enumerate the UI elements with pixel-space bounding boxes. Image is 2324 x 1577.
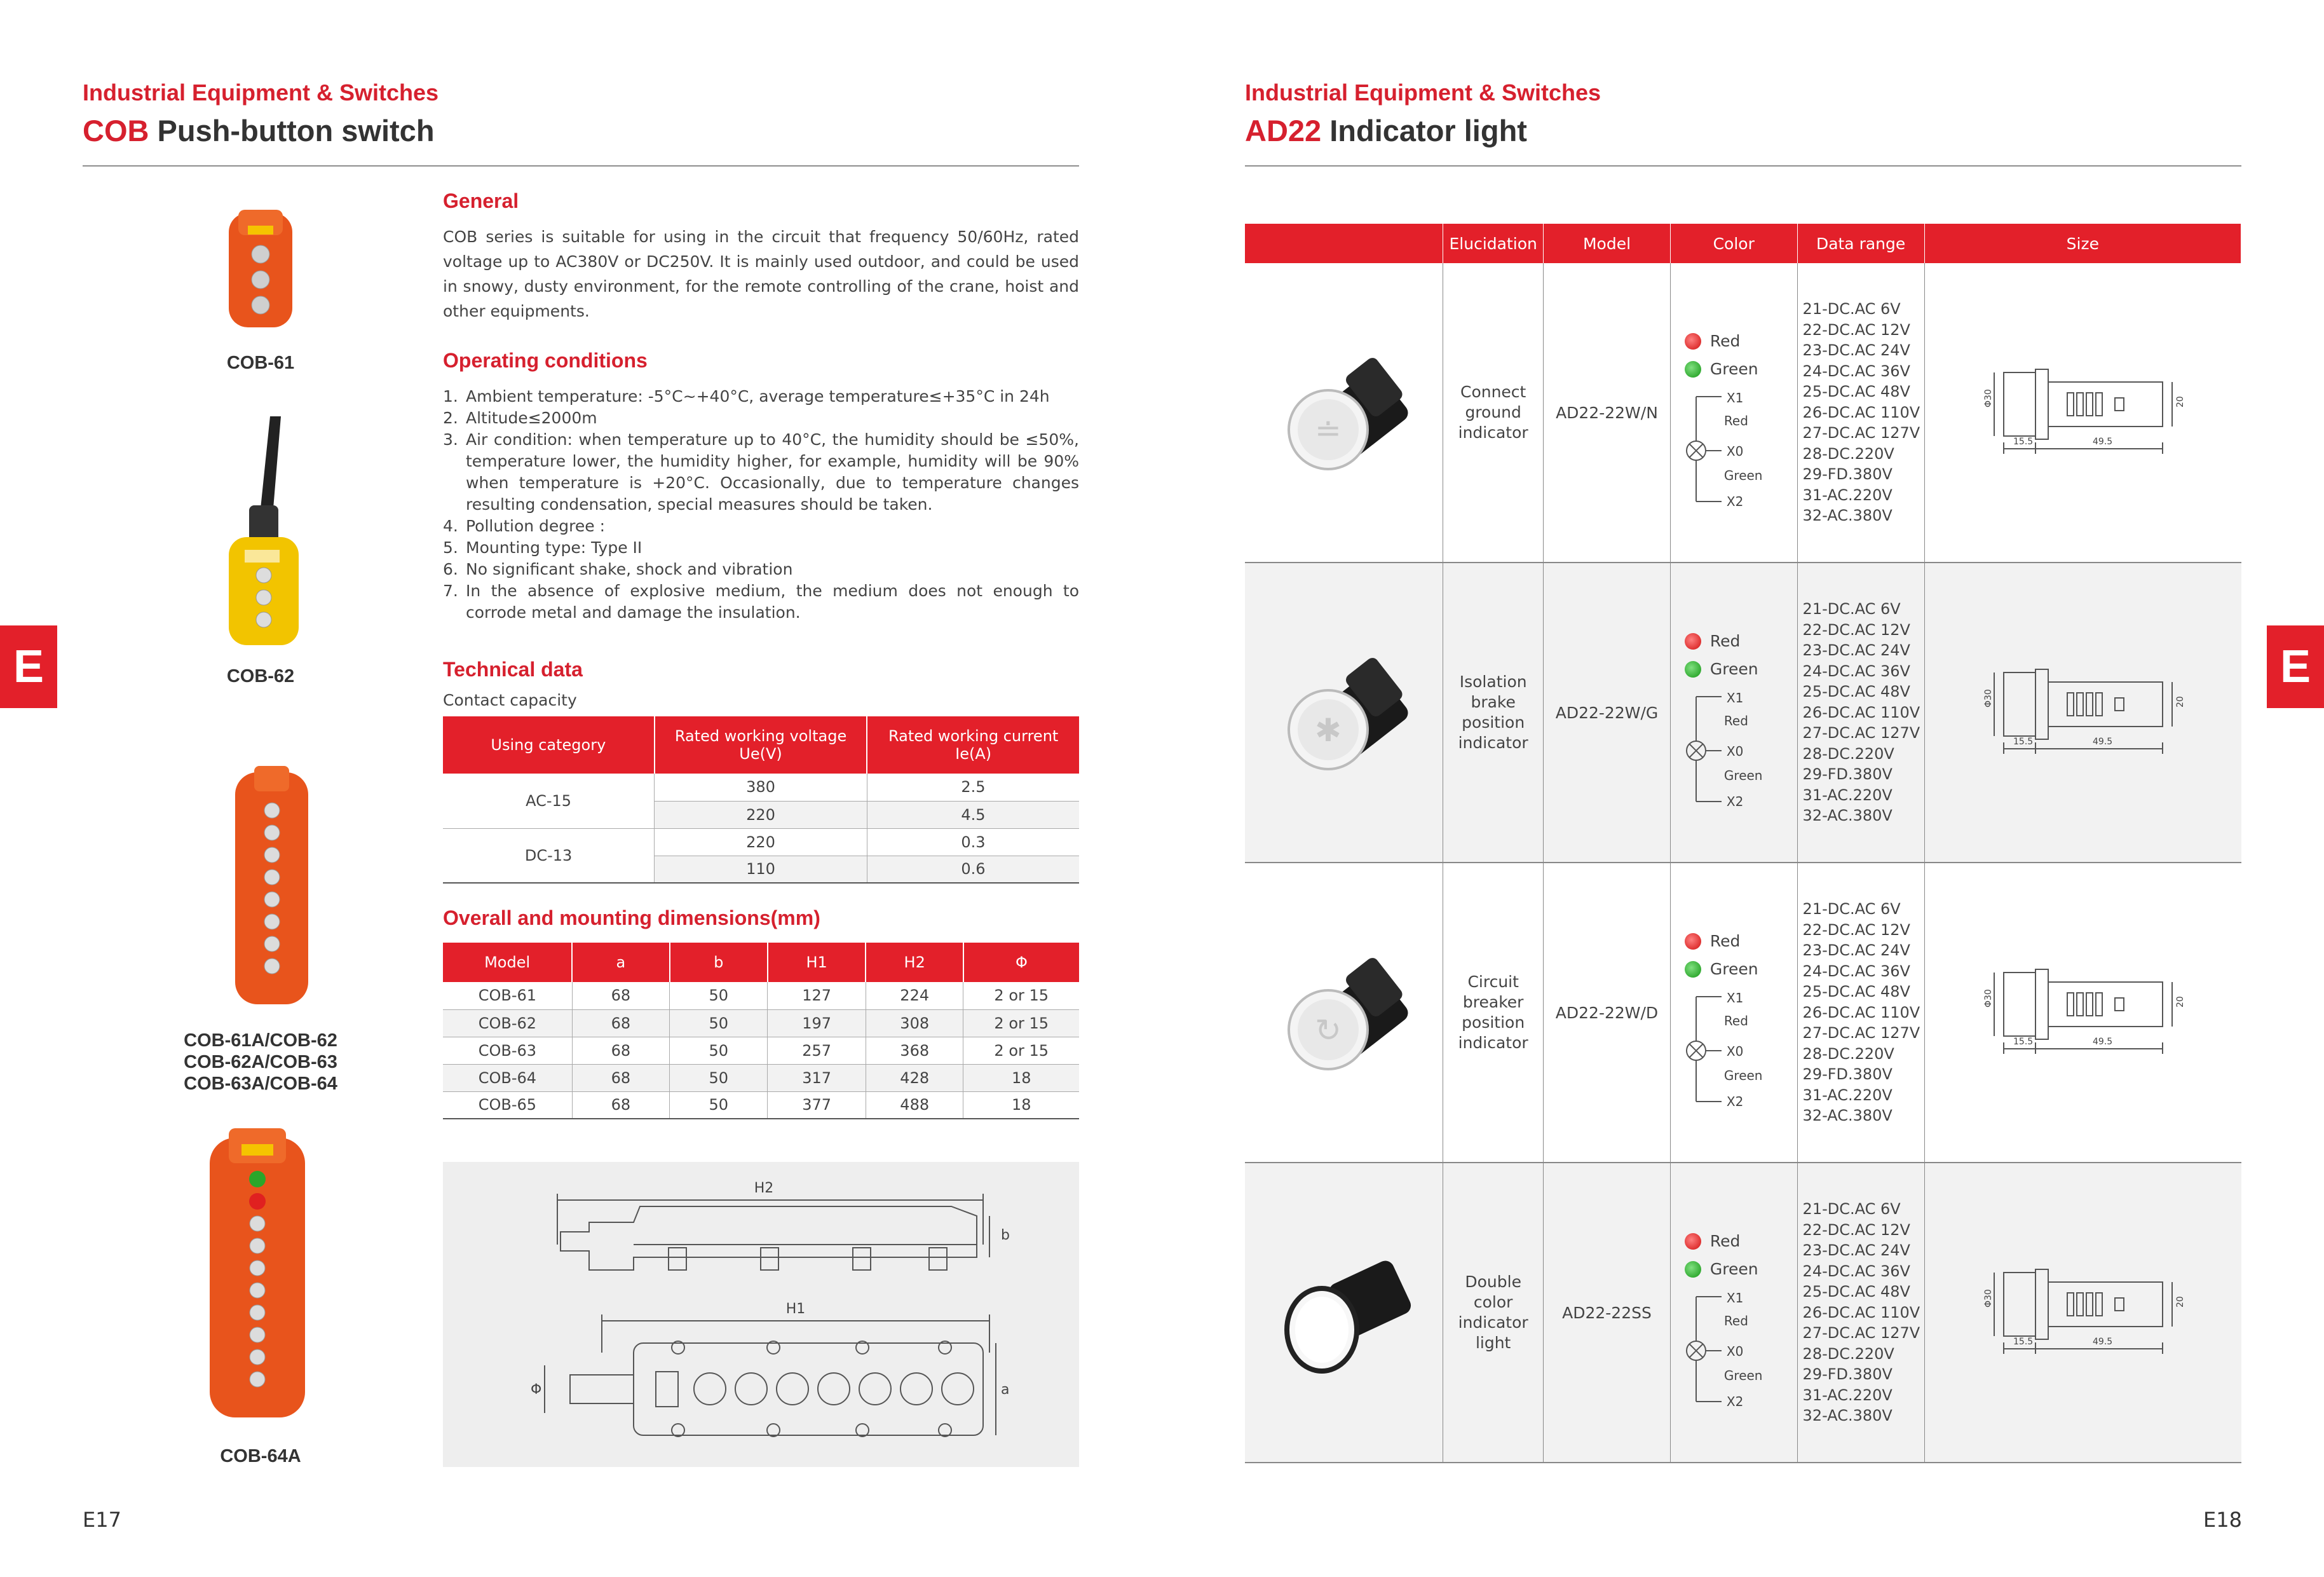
label-h2: H2 (754, 1180, 774, 1196)
section-tab-left: E (0, 625, 57, 708)
svg-text:49.5: 49.5 (2092, 1037, 2112, 1047)
svg-text:49.5: 49.5 (2092, 437, 2112, 447)
table-row (1245, 263, 2241, 563)
page-number-left: E17 (83, 1508, 121, 1532)
data-range-list: 21-DC.AC 6V 22-DC.AC 12V 23-DC.AC 24V 24-DC.AC 36V 25-DC.AC 48V 26-DC.AC 110V 27-DC.AC 127V 28-DC.220V 29-FD.380V 31-AC.220V 32-AC.380V (1802, 300, 1920, 525)
svg-text:Φ30: Φ30 (1983, 1289, 1994, 1307)
right-page-title (1245, 113, 1527, 148)
model-cell: AD22-22W/N (1544, 263, 1671, 563)
product-caption-cob62: COB-62 (226, 666, 295, 686)
right-supertitle: Industrial Equipment & Switches (1245, 79, 1601, 106)
col-header: Model (1544, 224, 1671, 263)
data-range-cell (1797, 263, 1924, 563)
table-row (1245, 1163, 2241, 1463)
caption-line: COB-61A/COB-62 (184, 1030, 337, 1051)
red-dot-icon (1685, 333, 1701, 350)
product-image-cell (1245, 563, 1443, 863)
table-row: COB-65 68 50 377 488 18 (443, 1091, 1079, 1119)
technical-subheading: Contact capacity (443, 691, 577, 709)
table-row: COB-62 68 50 197 308 2 or 15 (443, 1009, 1079, 1037)
general-heading: General (443, 189, 519, 212)
product-caption-cob63 (146, 1030, 375, 1095)
svg-text:✱: ✱ (1314, 712, 1342, 749)
technical-heading: Technical data (443, 658, 583, 681)
dimension-drawing (443, 1162, 1079, 1467)
size-cell (1924, 863, 2241, 1163)
col-header: b (670, 943, 768, 982)
table-row: 110 0.6 (443, 856, 1079, 883)
operating-list (443, 386, 1079, 624)
title-text: Indicator light (1321, 114, 1527, 147)
red-dot-icon (1685, 1233, 1701, 1250)
col-header: Size (1924, 224, 2241, 263)
green-dot-icon (1685, 661, 1701, 678)
elucidation-cell: Circuit breaker position indicator (1443, 863, 1544, 1163)
product-caption-cob64a: COB-64A (220, 1446, 301, 1466)
list-item: 5. Mounting type: Type II (443, 538, 642, 557)
list-item: 6. No significant shake, shock and vibration (443, 560, 793, 578)
svg-text:20: 20 (2175, 1296, 2185, 1307)
col-header: Color (1670, 224, 1797, 263)
indicator-table (1245, 224, 2241, 1463)
title-text: Push-button switch (149, 114, 435, 147)
elucidation-cell: Connect ground indicator (1443, 263, 1544, 563)
title-rule (83, 165, 1079, 167)
title-model: COB (83, 114, 149, 147)
col-header: H2 (866, 943, 963, 982)
general-text: COB series is suitable for using in the circuit that frequency 50/60Hz, rated voltage up to AC380V or DC250V. It is mainly used outdoor, and could be used in snowy, dusty environment, for the remote controlling of the crane, hoist and other equipments. (443, 228, 1079, 320)
svg-text:Φ30: Φ30 (1983, 989, 1994, 1007)
col-header: Data range (1797, 224, 1924, 263)
table-row (1245, 563, 2241, 863)
size-cell (1924, 563, 2241, 863)
list-item: 2. Altitude≤2000m (443, 409, 597, 427)
col-header: Rated working current Ie(A) (867, 716, 1079, 774)
red-dot-icon (1685, 633, 1701, 650)
table-row: AC-15 380 2.5 (443, 774, 1079, 801)
elucidation-cell: Double color indicator light (1443, 1163, 1544, 1463)
label-b: b (1001, 1227, 1010, 1243)
svg-text:20: 20 (2175, 396, 2185, 407)
label-phi: Φ (531, 1382, 542, 1398)
color-cell: Red Green X1 Red X0 Green X2 (1670, 1163, 1797, 1463)
cob-61-image (226, 207, 296, 331)
svg-text:15.5: 15.5 (2013, 737, 2033, 747)
model-cell: AD22-22W/D (1544, 863, 1671, 1163)
table-row: COB-63 68 50 257 368 2 or 15 (443, 1037, 1079, 1064)
caption-line: COB-62A/COB-63 (184, 1052, 337, 1072)
caption-line: COB-63A/COB-64 (184, 1074, 337, 1094)
product-image-cell (1245, 863, 1443, 1163)
col-header: Elucidation (1443, 224, 1544, 263)
title-model: AD22 (1245, 114, 1322, 147)
svg-text:49.5: 49.5 (2092, 1337, 2112, 1347)
product-image-cell (1245, 263, 1443, 563)
table-row: COB-64 68 50 317 428 18 (443, 1064, 1079, 1091)
product-caption-cob61: COB-61 (226, 353, 295, 373)
operating-heading: Operating conditions (443, 349, 648, 372)
dimension-drawing-svg (443, 1162, 1079, 1467)
size-cell (1924, 263, 2241, 563)
svg-text:49.5: 49.5 (2092, 737, 2112, 747)
green-dot-icon (1685, 361, 1701, 378)
dimensions-table (443, 943, 1079, 1119)
green-dot-icon (1685, 961, 1701, 978)
list-item: 7. In the absence of explosive medium, the medium does not enough to corrode metal and damage the insulation. (443, 582, 1079, 622)
cob-63-image (229, 766, 315, 1007)
label-a: a (1001, 1382, 1010, 1398)
green-dot-icon (1685, 1261, 1701, 1278)
model-cell: AD22-22SS (1544, 1163, 1671, 1463)
indicator-light-image (1268, 334, 1420, 487)
cob-64a-image (203, 1128, 318, 1427)
col-header: Using category (443, 716, 655, 774)
col-header: H1 (768, 943, 866, 982)
indicator-light-image (1268, 1234, 1420, 1387)
col-header: a (572, 943, 669, 982)
indicator-light-image (1268, 634, 1420, 787)
data-range-cell (1797, 863, 1924, 1163)
red-dot-icon (1685, 933, 1701, 950)
data-range-list: 21-DC.AC 6V 22-DC.AC 12V 23-DC.AC 24V 24-DC.AC 36V 25-DC.AC 48V 26-DC.AC 110V 27-DC.AC 127V 28-DC.220V 29-FD.380V 31-AC.220V 32-AC.380V (1802, 600, 1920, 825)
color-cell: Red Green X1 Red X0 Green X2 (1670, 563, 1797, 863)
table-row: 220 4.5 (443, 801, 1079, 828)
table-row: COB-61 68 50 127 224 2 or 15 (443, 982, 1079, 1009)
label-h1: H1 (785, 1301, 806, 1317)
size-cell (1924, 1163, 2241, 1463)
svg-text:↻: ↻ (1314, 1012, 1342, 1049)
list-item: 3. Air condition: when temperature up to 40°C, the humidity should be ≤50%, temperature lower, the humidity higher, for example, humidity will be 90% when temperature is +20°C. Occasionally, due to temperature changes resulting condensation, special measures should be taken. (443, 430, 1079, 514)
svg-text:Φ30: Φ30 (1983, 689, 1994, 707)
svg-text:15.5: 15.5 (2013, 1037, 2033, 1047)
contact-capacity-table (443, 716, 1079, 884)
size-drawing-icon (1978, 647, 2188, 774)
title-rule (1245, 165, 2241, 167)
cob-62-image (210, 413, 311, 648)
size-drawing-icon (1978, 947, 2188, 1074)
right-page (1162, 0, 2324, 1577)
table-row (1245, 863, 2241, 1163)
svg-text:15.5: 15.5 (2013, 437, 2033, 447)
size-drawing-icon (1978, 347, 2188, 474)
size-drawing-icon (1978, 1247, 2188, 1374)
list-item: 4. Pollution degree : (443, 517, 606, 535)
section-tab-right: E (2267, 625, 2324, 708)
data-range-cell (1797, 1163, 1924, 1463)
data-range-list: 21-DC.AC 6V 22-DC.AC 12V 23-DC.AC 24V 24-DC.AC 36V 25-DC.AC 48V 26-DC.AC 110V 27-DC.AC 127V 28-DC.220V 29-FD.380V 31-AC.220V 32-AC.380V (1802, 1200, 1920, 1425)
dimensions-heading: Overall and mounting dimensions(mm) (443, 906, 820, 929)
svg-text:15.5: 15.5 (2013, 1337, 2033, 1347)
svg-text:≐: ≐ (1314, 412, 1342, 449)
list-item: 1. Ambient temperature: -5°C~+40°C, average temperature≤+35°C in 24h (443, 387, 1050, 406)
svg-text:20: 20 (2175, 996, 2185, 1007)
elucidation-cell: Isolation brake position indicator (1443, 563, 1544, 863)
data-range-cell (1797, 563, 1924, 863)
col-header: Rated working voltage Ue(V) (655, 716, 867, 774)
color-cell: Red Green X1 Red X0 Green X2 (1670, 263, 1797, 563)
indicator-light-image (1268, 934, 1420, 1087)
table-row: DC-13 220 0.3 (443, 828, 1079, 856)
svg-text:20: 20 (2175, 696, 2185, 707)
left-page-title (83, 113, 435, 148)
col-header: Model (443, 943, 572, 982)
product-image-cell (1245, 1163, 1443, 1463)
color-cell: Red Green X1 Red X0 Green X2 (1670, 863, 1797, 1163)
col-header-image (1245, 224, 1443, 263)
left-supertitle: Industrial Equipment & Switches (83, 79, 439, 106)
model-cell: AD22-22W/G (1544, 563, 1671, 863)
data-range-list: 21-DC.AC 6V 22-DC.AC 12V 23-DC.AC 24V 24-DC.AC 36V 25-DC.AC 48V 26-DC.AC 110V 27-DC.AC 127V 28-DC.220V 29-FD.380V 31-AC.220V 32-AC.380V (1802, 900, 1920, 1125)
col-header: Φ (963, 943, 1079, 982)
page-number-right: E18 (2203, 1508, 2242, 1532)
svg-text:Φ30: Φ30 (1983, 389, 1994, 407)
